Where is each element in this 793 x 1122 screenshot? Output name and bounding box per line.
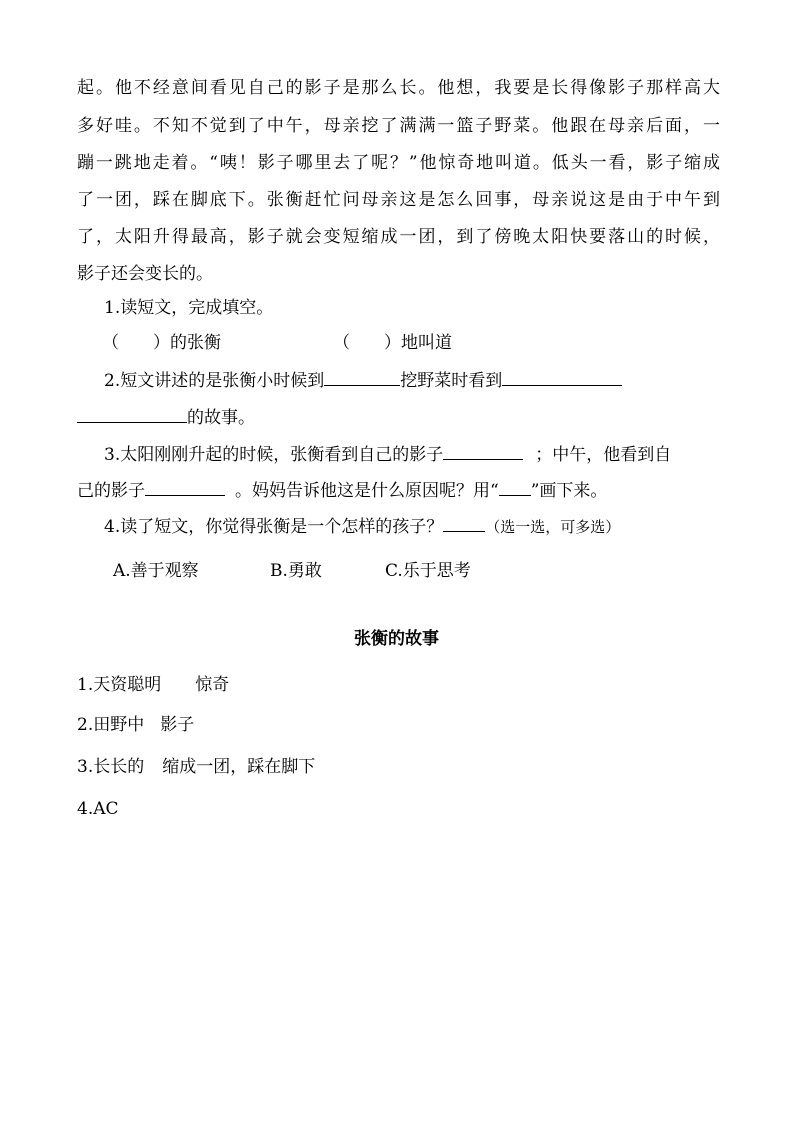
answer-blank[interactable] bbox=[443, 443, 523, 460]
question-2-text-1: 2.短文讲述的是张衡小时候到 bbox=[104, 371, 325, 391]
question-3-text-4: 。妈妈告诉他这是什么原因呢？用“ bbox=[235, 481, 499, 501]
question-2-continued bbox=[77, 406, 255, 429]
question-2 bbox=[104, 369, 622, 392]
question-4-text-1: 4.读了短文，你觉得张衡是一个怎样的孩子？ bbox=[104, 517, 444, 537]
question-1-title: 1.读短文，完成填空。 bbox=[104, 298, 274, 318]
passage-line-6: 影子还会变长的。 bbox=[77, 264, 213, 284]
question-1-blank-b: （ ）地叫道 bbox=[333, 333, 452, 353]
option-b: B.勇敢 bbox=[270, 561, 322, 581]
question-2-text-2: 挖野菜时看到 bbox=[400, 371, 503, 391]
passage-line-2: 多好哇。不知不觉到了中午，母亲挖了满满一篮子野菜。他跟在母亲后面，一 bbox=[77, 116, 720, 136]
option-a: A.善于观察 bbox=[113, 561, 199, 581]
underline-mark bbox=[499, 479, 531, 496]
answer-4: 4.AC bbox=[77, 799, 119, 819]
answer-blank[interactable] bbox=[145, 479, 225, 496]
passage-line-5: 了，太阳升得最高，影子就会变短缩成一团，到了傍晚太阳快要落山的时候， bbox=[77, 227, 720, 247]
answer-3 bbox=[77, 756, 315, 778]
passage-line-1: 起。他不经意间看见自己的影子是那么长。他想，我要是长得像影子那样高大 bbox=[77, 78, 720, 98]
answer-2 bbox=[77, 714, 194, 736]
question-3-continued bbox=[77, 479, 607, 502]
passage-line-3: 蹦一跳地走着。“咦！影子哪里去了呢？”他惊奇地叫道。低头一看，影子缩成 bbox=[77, 153, 720, 173]
question-3-text-5: ”画下来。 bbox=[530, 481, 608, 501]
question-3-text-2: ；中午，他看到自 bbox=[535, 445, 672, 465]
question-4-text-2: （选一选，可多选） bbox=[485, 518, 621, 536]
question-4 bbox=[104, 515, 620, 538]
question-1-blank-a: （ ）的张衡 bbox=[102, 333, 221, 353]
option-c: C.乐于思考 bbox=[385, 561, 471, 581]
answer-blank[interactable] bbox=[502, 369, 622, 386]
answer-1 bbox=[77, 674, 229, 696]
answer-blank[interactable] bbox=[443, 515, 485, 532]
answer-2-label: 2.田野中 bbox=[77, 715, 145, 735]
answer-1-label: 1.天资聪明 bbox=[77, 675, 162, 695]
answer-3-value: 缩成一团，踩在脚下 bbox=[162, 757, 316, 777]
question-3 bbox=[104, 443, 671, 466]
answer-3-label: 3.长长的 bbox=[77, 757, 145, 777]
answer-key-title: 张衡的故事 bbox=[354, 629, 439, 649]
answer-2-value: 影子 bbox=[160, 715, 195, 735]
answer-blank[interactable] bbox=[77, 406, 187, 423]
passage-line-4: 了一团，踩在脚底下。张衡赶忙问母亲这是怎么回事，母亲说这是由于中午到 bbox=[77, 190, 720, 210]
answer-1-value: 惊奇 bbox=[195, 675, 230, 695]
question-2-text-3: 的故事。 bbox=[187, 408, 255, 428]
question-3-text-1: 3.太阳刚刚升起的时候，张衡看到自己的影子 bbox=[104, 445, 444, 465]
question-3-text-3: 己的影子 bbox=[77, 481, 145, 501]
answer-blank[interactable] bbox=[324, 369, 400, 386]
